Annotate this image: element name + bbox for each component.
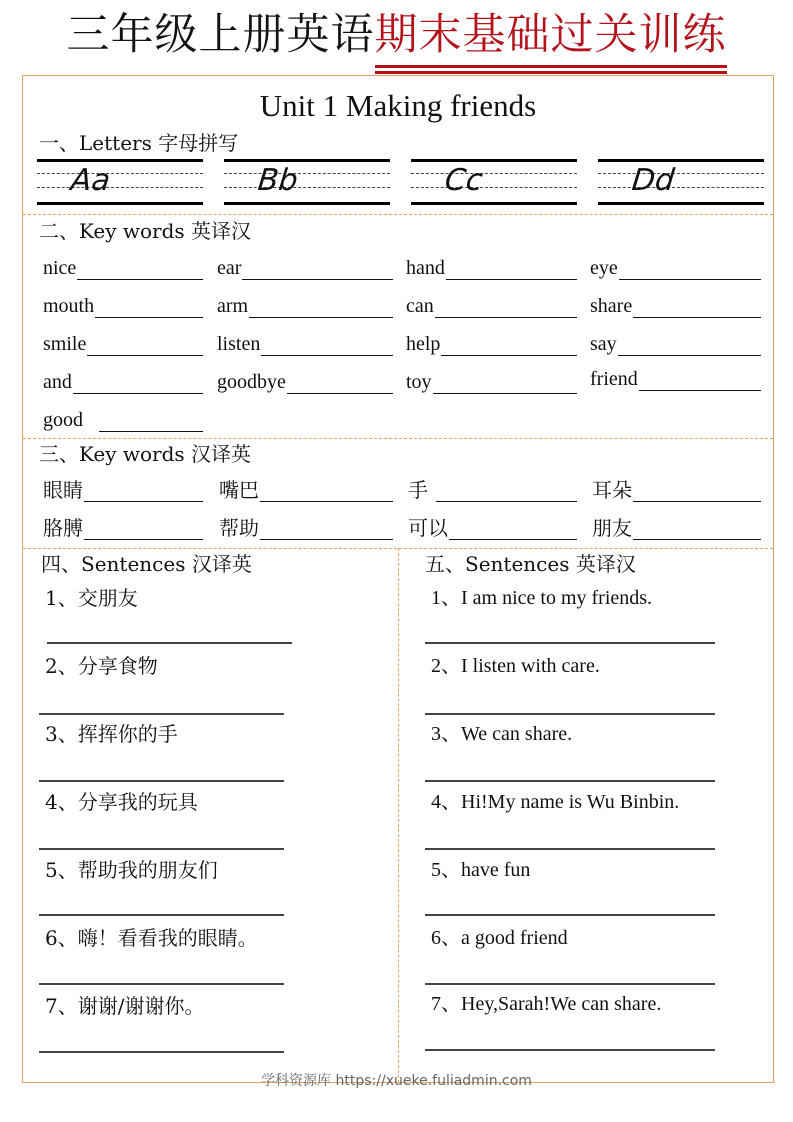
answer-blank[interactable]: [77, 259, 203, 280]
word-label: friend: [590, 368, 638, 390]
worksheet-title: [0, 8, 793, 62]
sentence-prompt: 2、I listen with care.: [431, 655, 600, 677]
title-exam-type-text: 期末基础过关训练: [374, 10, 727, 60]
word-label: smile: [43, 333, 87, 355]
answer-blank[interactable]: [260, 481, 393, 502]
word-item[interactable]: [592, 478, 761, 502]
answer-line[interactable]: [425, 642, 715, 644]
word-label: ear: [217, 257, 242, 279]
answer-blank[interactable]: [73, 373, 203, 394]
answer-blank[interactable]: [436, 481, 577, 502]
word-label: arm: [217, 295, 249, 317]
word-label: goodbye: [217, 371, 286, 393]
mid-dashed-line: [224, 187, 390, 188]
letter-glyph: Aa: [69, 163, 112, 198]
answer-blank[interactable]: [618, 335, 761, 356]
section2-heading: 二、Key words 英译汉: [39, 219, 252, 243]
answer-blank[interactable]: [435, 297, 577, 318]
answer-blank[interactable]: [242, 259, 393, 280]
sentence-prompt: 7、谢谢/谢谢你。: [45, 994, 205, 1018]
answer-line[interactable]: [425, 983, 715, 985]
letter-glyph: Bb: [256, 163, 300, 198]
answer-blank[interactable]: [633, 297, 761, 318]
word-item[interactable]: [43, 256, 203, 280]
word-label: share: [590, 295, 633, 317]
mid-dashed-line: [598, 187, 764, 188]
word-label: help: [406, 333, 441, 355]
mid-dashed-line: [37, 187, 203, 188]
word-label: good: [43, 409, 83, 431]
answer-blank[interactable]: [633, 481, 761, 502]
section4-heading: 四、Sentences 汉译英: [41, 552, 252, 576]
bottom-line: [37, 202, 203, 205]
answer-blank[interactable]: [87, 335, 203, 356]
title-exam-type: [375, 8, 727, 62]
word-label: 眼睛: [43, 478, 83, 502]
sentence-prompt: 1、I am nice to my friends.: [431, 587, 653, 609]
title-underline-2: [375, 71, 727, 74]
word-item[interactable]: [217, 370, 393, 394]
answer-blank[interactable]: [446, 259, 577, 280]
word-item[interactable]: [43, 408, 203, 432]
sentence-prompt: 5、帮助我的朋友们: [45, 858, 218, 882]
answer-blank[interactable]: [84, 519, 203, 540]
word-label: mouth: [43, 295, 95, 317]
sentence-prompt: 6、嗨！看看我的眼睛。: [45, 926, 258, 950]
word-label: can: [406, 295, 434, 317]
answer-line[interactable]: [39, 1051, 284, 1053]
section3-heading: 三、Key words 汉译英: [39, 442, 252, 466]
letter-glyph: Cc: [443, 163, 485, 198]
word-label: eye: [590, 257, 618, 279]
word-item[interactable]: [406, 370, 577, 394]
sentence-prompt: 1、交朋友: [45, 586, 138, 610]
answer-line[interactable]: [39, 914, 284, 916]
letter-writing-lines-b[interactable]: [224, 159, 390, 205]
answer-blank[interactable]: [95, 297, 203, 318]
bottom-line: [224, 202, 390, 205]
top-line: [224, 159, 390, 162]
answer-line[interactable]: [39, 983, 284, 985]
word-item[interactable]: [43, 370, 203, 394]
word-label: 耳朵: [592, 478, 632, 502]
answer-line[interactable]: [425, 848, 715, 850]
word-label: and: [43, 371, 72, 393]
letter-writing-lines-c[interactable]: [411, 159, 577, 205]
answer-blank[interactable]: [249, 297, 393, 318]
word-label: 胳膊: [43, 516, 83, 540]
word-item[interactable]: [406, 332, 577, 356]
answer-line[interactable]: [425, 713, 715, 715]
mid-dashed-line: [411, 173, 577, 174]
bottom-line: [411, 202, 577, 205]
word-label: say: [590, 333, 617, 355]
answer-blank[interactable]: [99, 411, 203, 432]
column-divider: [398, 548, 399, 1083]
answer-blank[interactable]: [260, 519, 393, 540]
letter-glyph: Dd: [630, 163, 677, 198]
word-item[interactable]: [219, 478, 393, 502]
answer-blank[interactable]: [639, 370, 761, 391]
top-line: [411, 159, 577, 162]
sentence-prompt: 3、We can share.: [431, 723, 573, 745]
sentence-prompt: 5、have fun: [431, 859, 531, 881]
answer-blank[interactable]: [433, 373, 577, 394]
answer-line[interactable]: [39, 848, 284, 850]
sentence-prompt: 6、a good friend: [431, 927, 568, 949]
word-label: 可以: [408, 516, 448, 540]
title-grade-subject: 三年级上册英语: [66, 10, 375, 60]
word-label: 朋友: [592, 516, 632, 540]
word-item[interactable]: [408, 478, 577, 502]
answer-blank[interactable]: [84, 481, 203, 502]
section-divider: [23, 438, 773, 439]
answer-line[interactable]: [425, 914, 715, 916]
answer-blank[interactable]: [261, 335, 393, 356]
word-label: hand: [406, 257, 445, 279]
section-divider: [23, 214, 773, 215]
word-label: 手: [408, 478, 428, 502]
sentence-prompt: 7、Hey,Sarah!We can share.: [431, 993, 662, 1015]
word-item[interactable]: [43, 332, 203, 356]
word-label: listen: [217, 333, 261, 355]
unit-title: Unit 1 Making friends: [259, 88, 537, 123]
word-item[interactable]: [408, 516, 577, 540]
letter-writing-lines-d[interactable]: [598, 159, 764, 205]
title-underline-1: [375, 65, 727, 68]
word-label: toy: [406, 371, 432, 393]
word-item[interactable]: [219, 516, 393, 540]
answer-blank[interactable]: [441, 335, 577, 356]
letter-writing-lines-a[interactable]: [37, 159, 203, 205]
section1-heading: 一、Letters 字母拼写: [39, 131, 239, 155]
bottom-line: [598, 202, 764, 205]
word-item[interactable]: [217, 256, 393, 280]
top-line: [37, 159, 203, 162]
word-item[interactable]: [590, 332, 761, 356]
answer-line[interactable]: [425, 1049, 715, 1051]
watermark: 学科资源库 https://xueke.fuliadmin.com: [261, 1073, 532, 1089]
answer-blank[interactable]: [633, 519, 761, 540]
word-item[interactable]: [217, 332, 393, 356]
sentence-prompt: 3、挥挥你的手: [45, 722, 178, 746]
word-item[interactable]: [406, 256, 577, 280]
top-line: [598, 159, 764, 162]
word-label: 嘴巴: [219, 478, 259, 502]
answer-blank[interactable]: [619, 259, 761, 280]
word-item[interactable]: [590, 367, 761, 391]
word-item[interactable]: [590, 256, 761, 280]
word-item[interactable]: [590, 294, 761, 318]
word-label: nice: [43, 257, 77, 279]
sentence-prompt: 2、分享食物: [45, 654, 158, 678]
word-item[interactable]: [406, 294, 577, 318]
mid-dashed-line: [411, 187, 577, 188]
answer-line[interactable]: [39, 713, 284, 715]
word-item[interactable]: [217, 294, 393, 318]
word-item[interactable]: [592, 516, 761, 540]
mid-dashed-line: [224, 173, 390, 174]
word-label: 帮助: [219, 516, 259, 540]
sentence-prompt: 4、Hi!My name is Wu Binbin.: [431, 791, 680, 813]
answer-blank[interactable]: [287, 373, 393, 394]
worksheet-frame: [22, 75, 774, 1083]
answer-blank[interactable]: [449, 519, 577, 540]
section5-heading: 五、Sentences 英译汉: [425, 552, 636, 576]
mid-dashed-line: [598, 173, 764, 174]
sentence-prompt: 4、分享我的玩具: [45, 790, 198, 814]
word-item[interactable]: [43, 516, 203, 540]
mid-dashed-line: [37, 173, 203, 174]
answer-line[interactable]: [425, 780, 715, 782]
word-item[interactable]: [43, 294, 203, 318]
answer-line[interactable]: [47, 642, 292, 644]
word-item[interactable]: [43, 478, 203, 502]
answer-line[interactable]: [39, 780, 284, 782]
